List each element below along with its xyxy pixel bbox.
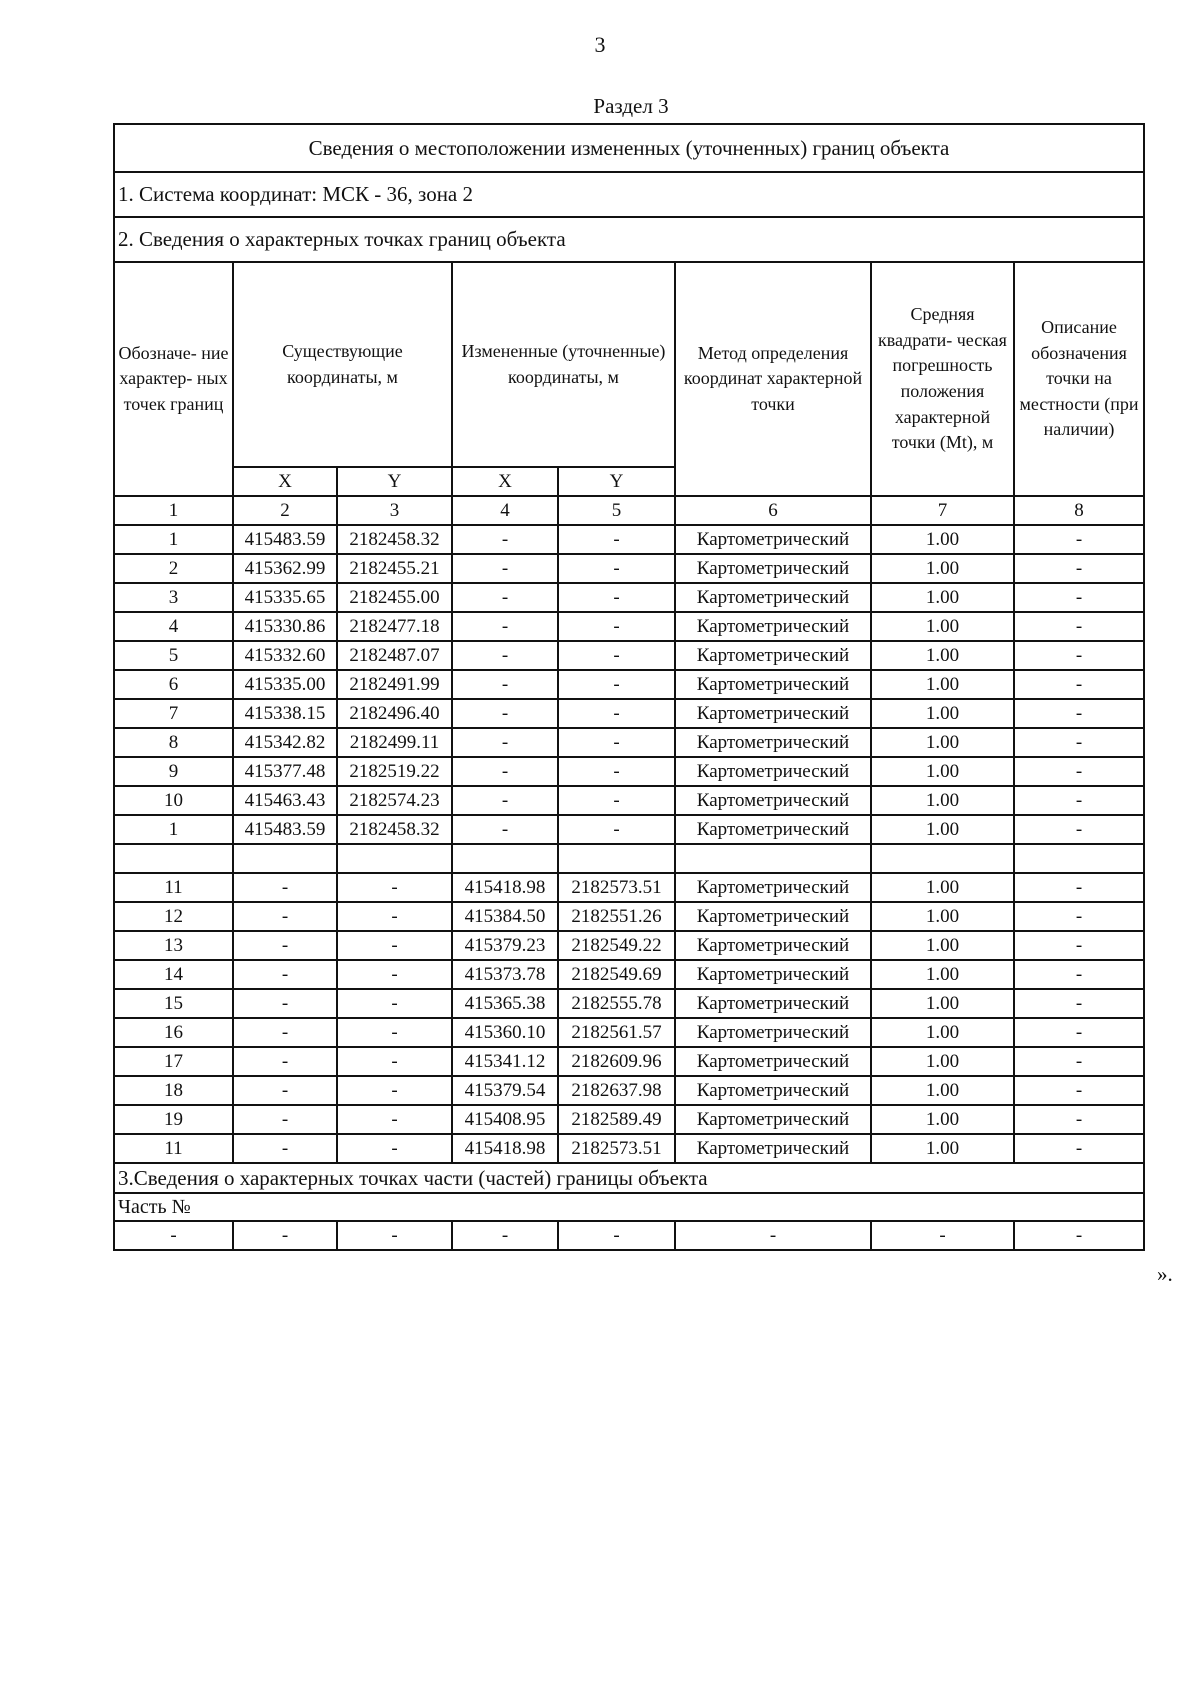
table-cell: 1.00 — [871, 989, 1014, 1018]
part-cell: - — [452, 1221, 558, 1250]
table-cell: 15 — [114, 989, 233, 1018]
closing-quote: ». — [1157, 1262, 1173, 1286]
table-cell: - — [1014, 583, 1144, 612]
header-existing-coords: Существующие координаты, м — [233, 262, 452, 467]
table-cell: - — [1014, 786, 1144, 815]
table-cell: - — [1014, 815, 1144, 844]
table-cell: 2182477.18 — [337, 612, 452, 641]
column-number: 1 — [114, 496, 233, 525]
table-cell: - — [337, 1134, 452, 1163]
table-cell: - — [233, 960, 337, 989]
table-title: Сведения о местоположении измененных (уточненных) границ объекта — [114, 124, 1144, 172]
table-cell: - — [558, 786, 675, 815]
table-cell: - — [1014, 699, 1144, 728]
table-cell: 2182609.96 — [558, 1047, 675, 1076]
table-cell: 1.00 — [871, 960, 1014, 989]
table-cell: - — [558, 554, 675, 583]
table-cell: - — [452, 525, 558, 554]
table-cell: 1.00 — [871, 554, 1014, 583]
table-cell: - — [452, 728, 558, 757]
table-cell: 1.00 — [871, 1134, 1014, 1163]
table-cell: 1.00 — [871, 525, 1014, 554]
table-cell: - — [558, 670, 675, 699]
table-cell: 2182574.23 — [337, 786, 452, 815]
table-cell: 415379.54 — [452, 1076, 558, 1105]
table-cell: 2182458.32 — [337, 815, 452, 844]
table-cell: 415341.12 — [452, 1047, 558, 1076]
table-cell: 1.00 — [871, 728, 1014, 757]
part-cell: - — [114, 1221, 233, 1250]
table-cell: Картометрический — [675, 1047, 871, 1076]
table-cell: 2182487.07 — [337, 641, 452, 670]
part-cell: - — [558, 1221, 675, 1250]
table-row — [114, 902, 1144, 931]
table-cell: - — [1014, 641, 1144, 670]
table-cell: 1.00 — [871, 1076, 1014, 1105]
column-number: 5 — [558, 496, 675, 525]
table-row — [114, 1105, 1144, 1134]
table-cell: 415338.15 — [233, 699, 337, 728]
table-cell: - — [337, 873, 452, 902]
table-cell: Картометрический — [675, 728, 871, 757]
table-cell: - — [337, 1076, 452, 1105]
table-cell: - — [233, 1134, 337, 1163]
table-cell: Картометрический — [675, 815, 871, 844]
table-cell: Картометрический — [675, 670, 871, 699]
table-cell: 2182549.22 — [558, 931, 675, 960]
table-cell: 2182551.26 — [558, 902, 675, 931]
table-cell: - — [1014, 902, 1144, 931]
header-method: Метод определения координат характерной точки — [675, 262, 871, 496]
table-row — [114, 815, 1144, 844]
table-cell: 14 — [114, 960, 233, 989]
table-row — [114, 786, 1144, 815]
table-cell: - — [1014, 989, 1144, 1018]
table-cell: 8 — [114, 728, 233, 757]
table-cell: - — [558, 728, 675, 757]
table-cell: Картометрический — [675, 583, 871, 612]
table-cell: - — [233, 1076, 337, 1105]
part-label: Часть № — [114, 1193, 1144, 1221]
table-cell: - — [1014, 670, 1144, 699]
table-cell: Картометрический — [675, 902, 871, 931]
table-cell: 1.00 — [871, 699, 1014, 728]
part-cell: - — [1014, 1221, 1144, 1250]
table-cell: 2182561.57 — [558, 1018, 675, 1047]
table-cell: 415408.95 — [452, 1105, 558, 1134]
table-cell: 415384.50 — [452, 902, 558, 931]
boundary-points-table — [113, 123, 1145, 1251]
table-cell: 1.00 — [871, 815, 1014, 844]
table-cell: 2182573.51 — [558, 1134, 675, 1163]
table-cell: 1.00 — [871, 1018, 1014, 1047]
table-row — [114, 960, 1144, 989]
column-number: 4 — [452, 496, 558, 525]
table-cell: 11 — [114, 1134, 233, 1163]
table-cell: - — [452, 757, 558, 786]
table-cell: Картометрический — [675, 1105, 871, 1134]
table-cell: - — [1014, 554, 1144, 583]
table-cell: - — [1014, 757, 1144, 786]
table-cell: 11 — [114, 873, 233, 902]
table-row — [114, 931, 1144, 960]
table-cell: - — [558, 757, 675, 786]
part-cell: - — [337, 1221, 452, 1250]
table-cell: - — [337, 1105, 452, 1134]
blank-separator-row — [114, 844, 1144, 873]
table-cell: - — [1014, 931, 1144, 960]
table-cell: 1.00 — [871, 786, 1014, 815]
table-cell: - — [558, 815, 675, 844]
table-cell: 1 — [114, 815, 233, 844]
header-accuracy: Средняя квадрати- ческая погрешность положения характерной точки (Mt), м — [871, 262, 1014, 496]
table-cell: 2182455.00 — [337, 583, 452, 612]
column-number: 8 — [1014, 496, 1144, 525]
table-cell: Картометрический — [675, 1134, 871, 1163]
table-cell: - — [558, 583, 675, 612]
table-cell: 1.00 — [871, 873, 1014, 902]
table-cell: 2182499.11 — [337, 728, 452, 757]
table-row — [114, 1076, 1144, 1105]
table-cell: - — [1014, 1076, 1144, 1105]
table-cell: 415335.65 — [233, 583, 337, 612]
table-cell: 2 — [114, 554, 233, 583]
table-cell: 13 — [114, 931, 233, 960]
table-cell: Картометрический — [675, 931, 871, 960]
table-cell: - — [452, 786, 558, 815]
table-cell: - — [452, 670, 558, 699]
table-cell: 415418.98 — [452, 1134, 558, 1163]
table-cell: 1.00 — [871, 641, 1014, 670]
table-cell: 2182519.22 — [337, 757, 452, 786]
table-cell: 1.00 — [871, 1105, 1014, 1134]
table-cell: 1.00 — [871, 583, 1014, 612]
table-cell: - — [1014, 1047, 1144, 1076]
table-cell: - — [337, 902, 452, 931]
table-cell: Картометрический — [675, 525, 871, 554]
part-cell: - — [871, 1221, 1014, 1250]
table-row — [114, 525, 1144, 554]
table-cell: 1.00 — [871, 1047, 1014, 1076]
table-cell: Картометрический — [675, 554, 871, 583]
table-row — [114, 699, 1144, 728]
table-cell: 2182573.51 — [558, 873, 675, 902]
header-changed-coords: Измененные (уточненные) координаты, м — [452, 262, 675, 467]
table-cell: - — [452, 699, 558, 728]
table-row — [114, 670, 1144, 699]
table-cell: 12 — [114, 902, 233, 931]
table-cell: 1.00 — [871, 612, 1014, 641]
column-number: 2 — [233, 496, 337, 525]
table-cell: - — [337, 931, 452, 960]
part-cell: - — [233, 1221, 337, 1250]
table-cell: 415463.43 — [233, 786, 337, 815]
table-cell: 415332.60 — [233, 641, 337, 670]
table-cell: 16 — [114, 1018, 233, 1047]
table-cell: 2182637.98 — [558, 1076, 675, 1105]
table-cell: - — [233, 931, 337, 960]
table-row — [114, 873, 1144, 902]
section-title: Раздел 3 — [593, 94, 669, 118]
table-cell: 415342.82 — [233, 728, 337, 757]
table-cell: 2182491.99 — [337, 670, 452, 699]
table-cell: - — [558, 525, 675, 554]
table-cell: 3 — [114, 583, 233, 612]
points-info-row: 2. Сведения о характерных точках границ объекта — [114, 217, 1144, 262]
table-row — [114, 612, 1144, 641]
header-existing-x: X — [233, 467, 337, 496]
table-row — [114, 1047, 1144, 1076]
table-cell: - — [452, 554, 558, 583]
coord-system-row: 1. Система координат: МСК - 36, зона 2 — [114, 172, 1144, 217]
table-cell: 7 — [114, 699, 233, 728]
table-cell: 415377.48 — [233, 757, 337, 786]
table-cell: 1 — [114, 525, 233, 554]
table-cell: 2182455.21 — [337, 554, 452, 583]
table-cell: - — [337, 1018, 452, 1047]
table-cell: Картометрический — [675, 612, 871, 641]
table-cell: - — [1014, 1134, 1144, 1163]
table-cell: 1.00 — [871, 931, 1014, 960]
table-cell: - — [233, 1105, 337, 1134]
table-cell: Картометрический — [675, 960, 871, 989]
table-cell: 5 — [114, 641, 233, 670]
table-cell: Картометрический — [675, 989, 871, 1018]
table-cell: - — [558, 699, 675, 728]
part-cell: - — [675, 1221, 871, 1250]
table-cell: - — [233, 902, 337, 931]
header-changed-y: Y — [558, 467, 675, 496]
table-cell: 415483.59 — [233, 815, 337, 844]
table-cell: 2182589.49 — [558, 1105, 675, 1134]
table-cell: - — [452, 641, 558, 670]
table-cell: 10 — [114, 786, 233, 815]
table-cell: - — [452, 583, 558, 612]
column-number: 7 — [871, 496, 1014, 525]
table-cell: - — [1014, 612, 1144, 641]
header-existing-y: Y — [337, 467, 452, 496]
table-cell: 2182496.40 — [337, 699, 452, 728]
table-row — [114, 1134, 1144, 1163]
table-cell: Картометрический — [675, 1076, 871, 1105]
table-cell: 415360.10 — [452, 1018, 558, 1047]
header-changed-x: X — [452, 467, 558, 496]
table-cell: - — [452, 612, 558, 641]
table-row — [114, 554, 1144, 583]
table-cell: 4 — [114, 612, 233, 641]
table-cell: - — [1014, 873, 1144, 902]
table-cell: Картометрический — [675, 699, 871, 728]
table-row — [114, 1018, 1144, 1047]
table-cell: 2182549.69 — [558, 960, 675, 989]
table-row — [114, 583, 1144, 612]
table-cell: 2182555.78 — [558, 989, 675, 1018]
table-cell: - — [337, 1047, 452, 1076]
table-cell: - — [1014, 960, 1144, 989]
table-cell: - — [233, 1018, 337, 1047]
table-cell: 19 — [114, 1105, 233, 1134]
table-cell: - — [452, 815, 558, 844]
header-description: Описание обозначения точки на местности (при наличии) — [1014, 262, 1144, 496]
table-cell: - — [337, 989, 452, 1018]
table-row — [114, 989, 1144, 1018]
table-cell: - — [1014, 1105, 1144, 1134]
table-row — [114, 757, 1144, 786]
table-cell: - — [1014, 728, 1144, 757]
table-cell: 6 — [114, 670, 233, 699]
table-cell: - — [1014, 1018, 1144, 1047]
table-cell: 18 — [114, 1076, 233, 1105]
table-cell: 415379.23 — [452, 931, 558, 960]
table-cell: 1.00 — [871, 902, 1014, 931]
table-cell: 415330.86 — [233, 612, 337, 641]
table-cell: - — [233, 989, 337, 1018]
table-cell: Картометрический — [675, 641, 871, 670]
table-cell: Картометрический — [675, 1018, 871, 1047]
table-row — [114, 728, 1144, 757]
table-cell: 415365.38 — [452, 989, 558, 1018]
table-cell: 415483.59 — [233, 525, 337, 554]
table-row — [114, 641, 1144, 670]
table-cell: 1.00 — [871, 670, 1014, 699]
table-cell: Картометрический — [675, 786, 871, 815]
table-cell: - — [337, 960, 452, 989]
table-cell: 9 — [114, 757, 233, 786]
section3-title: 3.Сведения о характерных точках части (частей) границы объекта — [114, 1163, 1144, 1193]
table-cell: Картометрический — [675, 757, 871, 786]
table-cell: 415362.99 — [233, 554, 337, 583]
table-cell: 1.00 — [871, 757, 1014, 786]
table-cell: - — [233, 1047, 337, 1076]
table-cell: 2182458.32 — [337, 525, 452, 554]
table-cell: - — [558, 612, 675, 641]
table-cell: 415373.78 — [452, 960, 558, 989]
column-number: 6 — [675, 496, 871, 525]
table-cell: 415418.98 — [452, 873, 558, 902]
table-cell: Картометрический — [675, 873, 871, 902]
column-number: 3 — [337, 496, 452, 525]
page-number: 3 — [594, 32, 606, 57]
table-cell: 415335.00 — [233, 670, 337, 699]
table-cell: - — [233, 873, 337, 902]
table-cell: 17 — [114, 1047, 233, 1076]
table-cell: - — [558, 641, 675, 670]
header-point-designation: Обозначе- ние характер- ных точек границ — [114, 262, 233, 496]
table-cell: - — [1014, 525, 1144, 554]
